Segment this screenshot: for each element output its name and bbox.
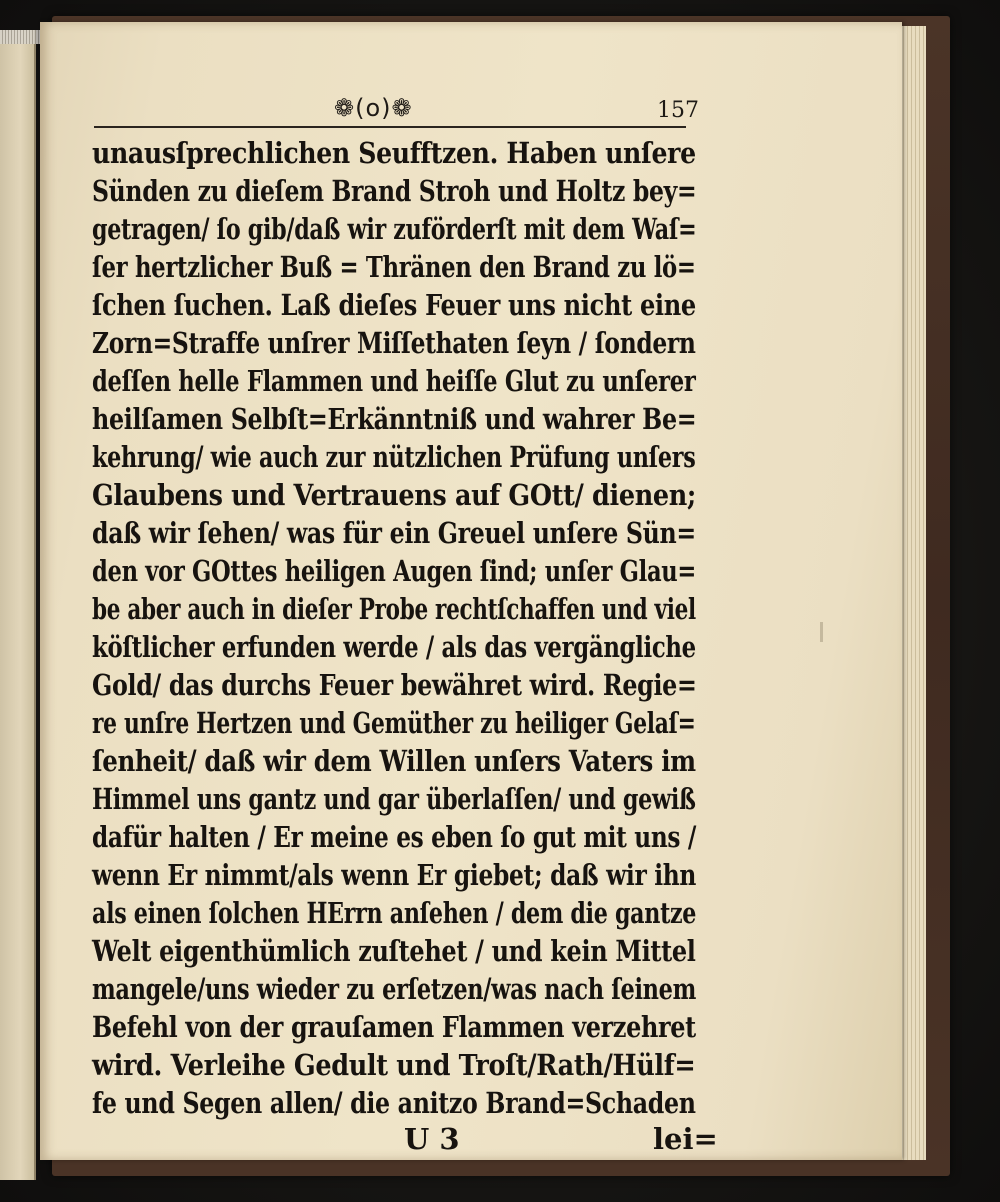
text-line: Zorn=Straffe unſrer Miſſethaten ſeyn / ſondern: [92, 326, 696, 360]
signature-mark: U 3: [404, 1122, 460, 1156]
page-number: 157: [657, 98, 699, 123]
text-line: ſenheit/ daß wir dem Willen unſers Vaters im: [92, 744, 696, 778]
header-ornament: ❁(o)❁: [334, 94, 413, 122]
text-line: fe und Segen allen/ die anitzo Brand=Schaden: [92, 1086, 696, 1120]
text-line: köſtlicher erfunden werde / als das vergängliche: [92, 630, 696, 664]
header-rule: [94, 126, 686, 128]
text-line: Welt eigenthümlich zuſtehet / und kein Mittel: [92, 934, 696, 968]
text-line: re unſre Hertzen und Gemüther zu heiliger Gelaſ=: [92, 706, 696, 740]
page-content: [92, 92, 760, 1162]
page-footer: [92, 1122, 760, 1162]
text-line: ſchen ſuchen. Laß dieſes Feuer uns nicht eine: [92, 288, 696, 322]
text-line: getragen/ ſo gib/daß wir zuförderſt mit dem Waſ=: [92, 212, 697, 246]
text-line: Befehl von der grauſamen Flammen verzehret: [92, 1010, 696, 1044]
text-line: wird. Verleihe Gedult und Troſt/Rath/Hülf=: [92, 1048, 696, 1082]
catchword: lei=: [653, 1122, 718, 1156]
previous-page-edge: [0, 30, 36, 1180]
margin-mark: [820, 622, 823, 642]
book-page: [40, 22, 902, 1160]
text-line: Sünden zu dieſem Brand Stroh und Holtz bey=: [92, 174, 697, 208]
text-line: kehrung/ wie auch zur nützlichen Prüfung unſers: [92, 440, 696, 474]
text-line: Himmel uns gantz und gar überlaſſen/ und gewiß: [92, 782, 696, 816]
text-line: als einen ſolchen HErrn anſehen / dem die gantze: [92, 896, 697, 930]
text-line: Glaubens und Vertrauens auf GOtt/ dienen;: [92, 478, 696, 512]
text-line: heilſamen Selbſt=Erkänntniß und wahrer Be=: [92, 402, 697, 436]
text-line: den vor GOttes heiligen Augen ſind; unſer Glau=: [92, 554, 697, 588]
text-line: wenn Er nimmt/als wenn Er giebet; daß wir ihn: [92, 858, 697, 892]
text-line: ſer hertzlicher Buß = Thränen den Brand zu lö=: [92, 250, 696, 284]
text-line: be aber auch in dieſer Probe rechtſchaffen und viel: [92, 592, 696, 626]
text-line: unausſprechlichen Seufftzen. Haben unſere: [92, 136, 696, 170]
page-header: [92, 92, 760, 132]
text-line: deſſen helle Flammen und heiſſe Glut zu unſerer: [92, 364, 696, 398]
text-line: mangele/uns wieder zu erſetzen/was nach ſeinem: [92, 972, 697, 1006]
text-line: dafür halten / Er meine es eben ſo gut mit uns /: [92, 820, 697, 854]
body-text: [92, 134, 760, 1122]
text-line: daß wir ſehen/ was für ein Greuel unſere Sün=: [92, 516, 696, 550]
text-line: Gold/ das durchs Feuer bewähret wird. Regie=: [92, 668, 697, 702]
